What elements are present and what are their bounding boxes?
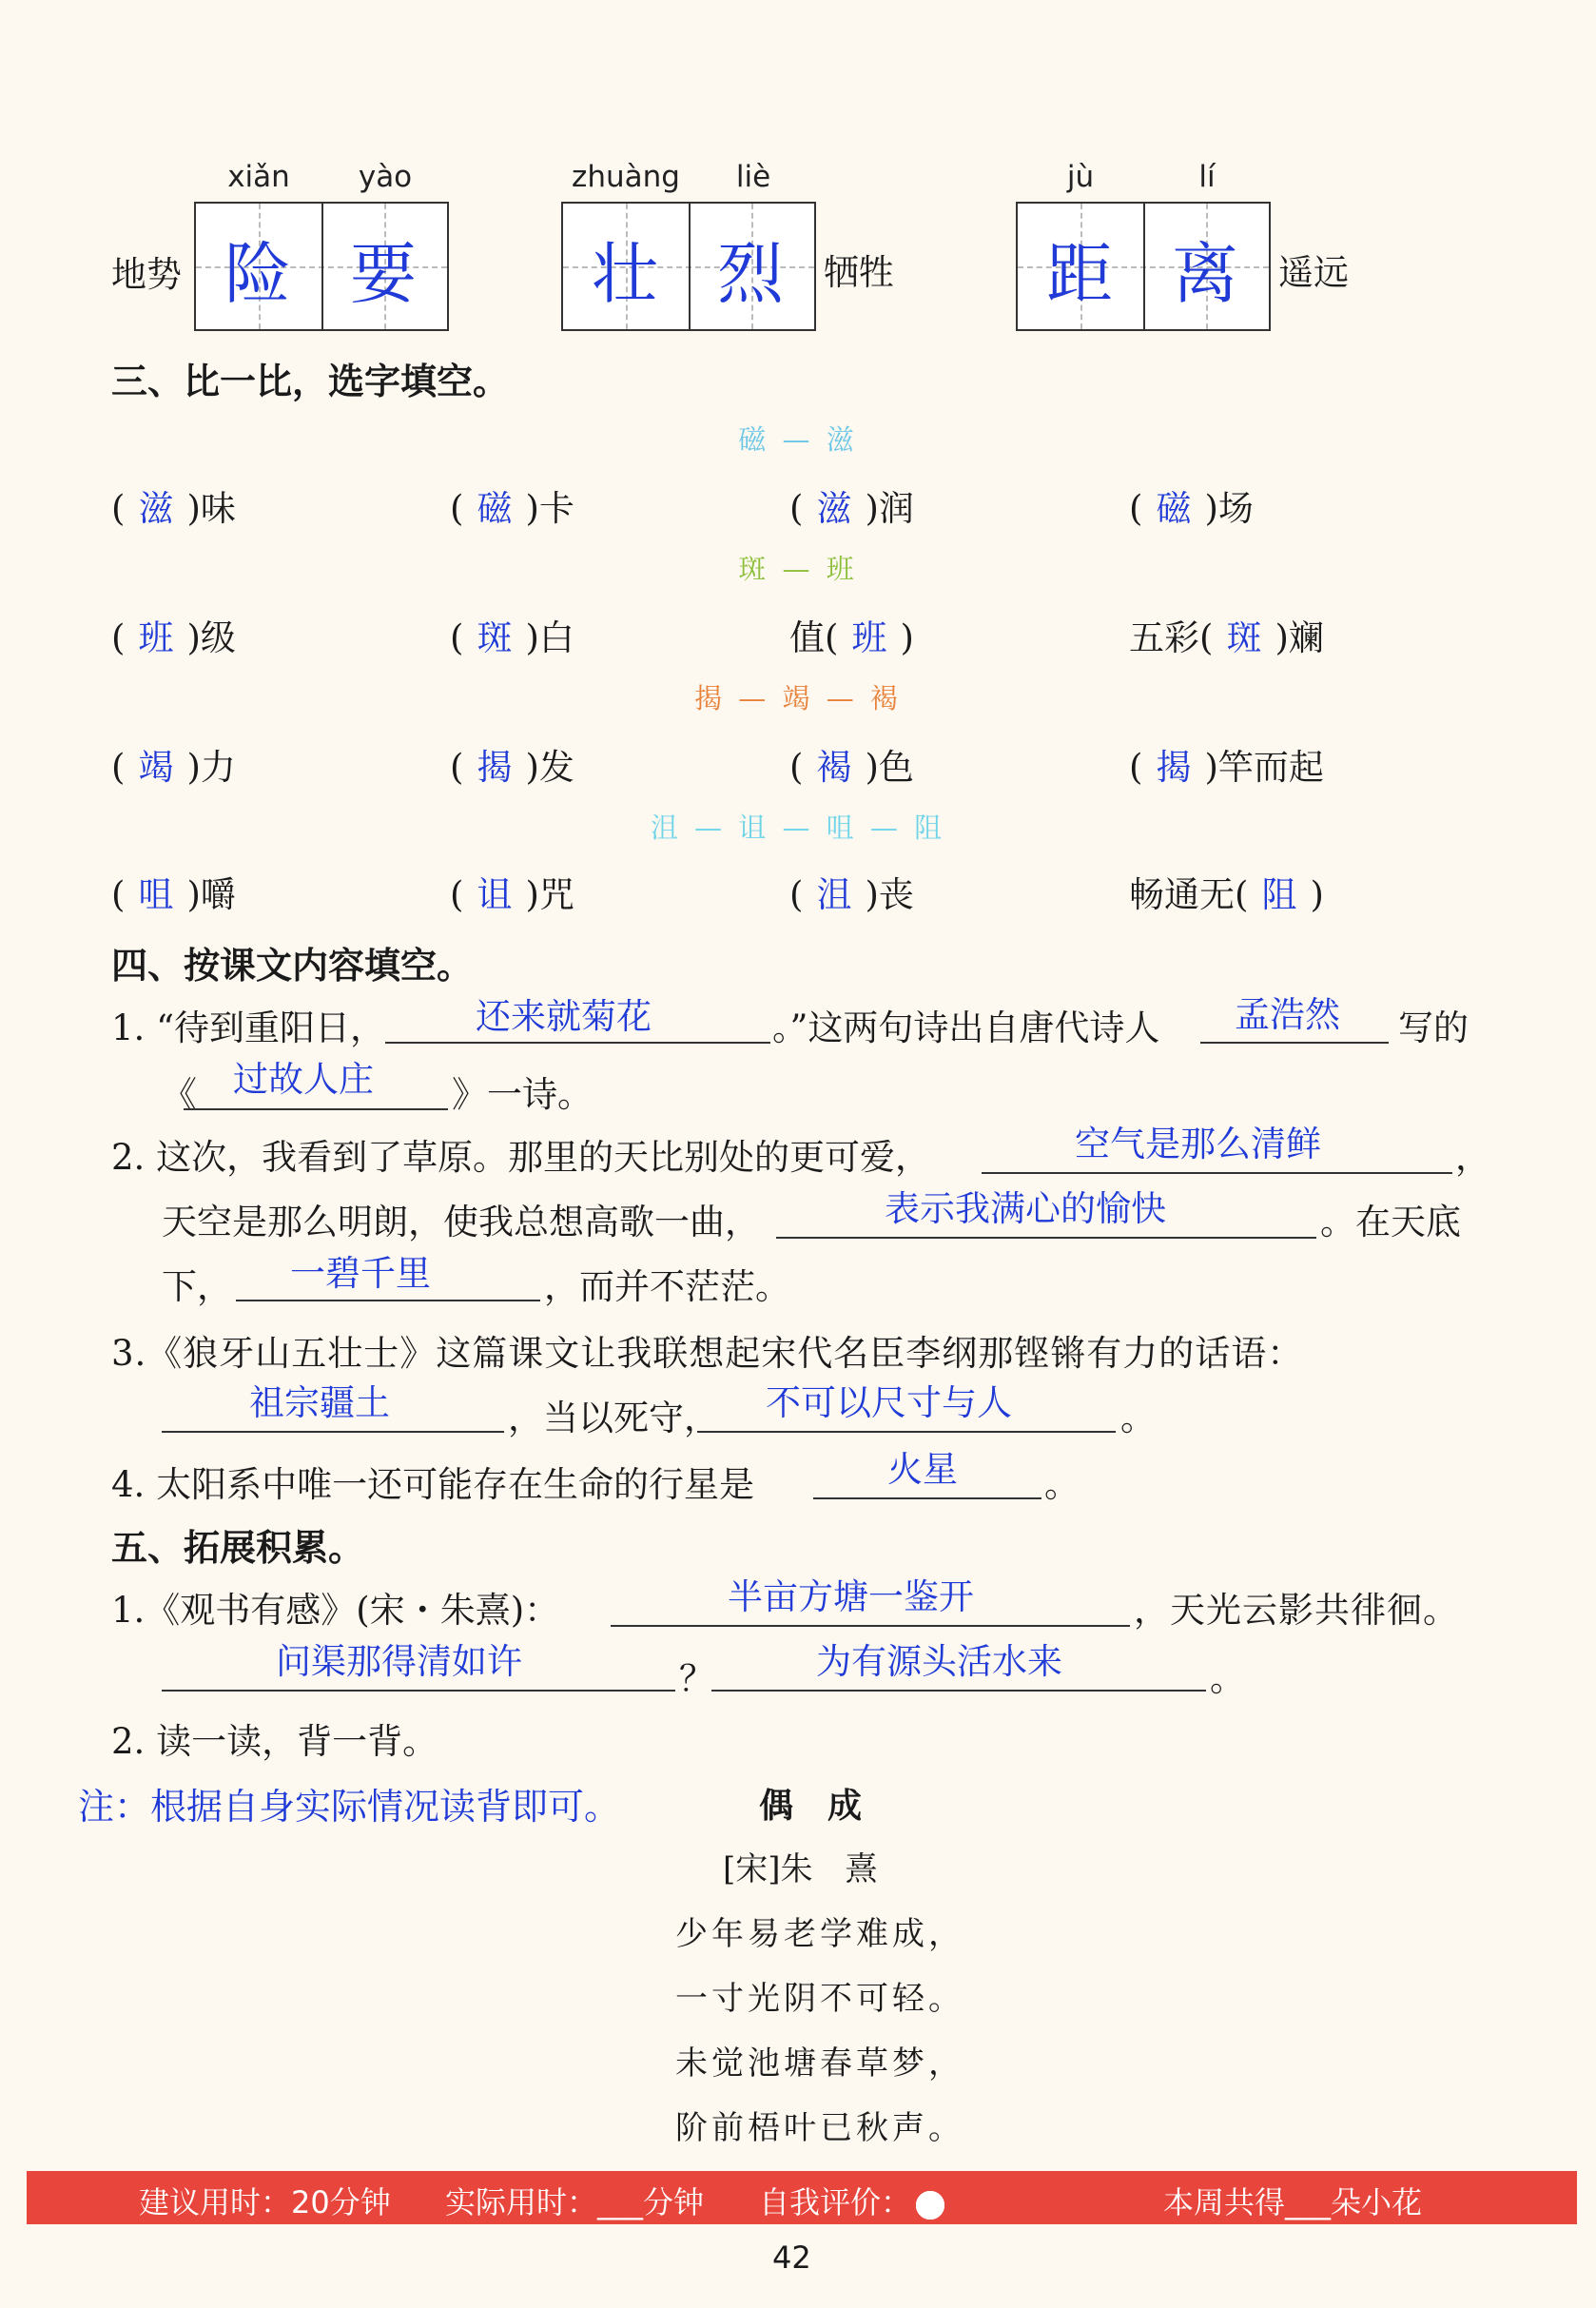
question-text: ，而并不茫茫。 [544,1266,790,1307]
fill-item [450,609,574,660]
answer-text: 为有源头活水来 [816,1641,1062,1682]
question-text: 。在天底 [1320,1202,1461,1242]
answer-char: 咀 [138,874,174,915]
answer-blank [236,1300,540,1301]
fill-suffix: )卡 [525,488,574,529]
fill-suffix: )润 [865,488,914,529]
fill-suffix: ) [900,617,914,658]
pinyin: xiǎn [227,160,290,194]
page-number: 42 [772,2240,811,2276]
self-eval-label: 自我评价： [759,2184,912,2220]
fill-prefix: ( [450,617,464,658]
suggested-time: 建议用时：20分钟 [139,2184,391,2220]
char-group-label: 斑 — 班 [738,553,858,585]
fill-suffix: )级 [186,617,236,658]
char-box [194,202,449,331]
answer-char: 壮 [592,235,658,313]
poem-line: 少年易老学难成， [675,1915,964,1953]
answer-blank [611,1625,1130,1627]
question-text: 2. 这次，我看到了草原。那里的天比别处的更可爱， [111,1137,931,1178]
section-title: 三、比一比，选字填空。 [111,361,510,402]
fill-item [450,738,574,790]
section-title: 四、按课文内容填空。 [111,945,474,987]
fill-prefix: ( [111,488,126,529]
fill-item [450,479,574,531]
question-text: 4. 太阳系中唯一还可能存在生命的行星是 [111,1464,755,1505]
fill-prefix: 五彩( [1129,617,1214,658]
question-text: 。 [1120,1398,1156,1438]
question-text: 《 [162,1074,197,1115]
answer-char: 烈 [717,235,784,313]
answer-blank [1200,1042,1389,1044]
char-box [1016,202,1271,331]
fill-suffix: )场 [1204,488,1254,529]
fill-prefix: ( [450,747,464,788]
word-prefix: 地势 [111,254,182,295]
answer-char: 沮 [816,874,852,915]
answer-text: 表示我满心的愉快 [885,1188,1166,1229]
answer-text: 一碧千里 [290,1253,431,1294]
answer-blank [162,1431,504,1433]
fill-suffix: )斓 [1275,617,1324,658]
char-box [561,202,816,331]
fill-prefix: ( [1129,747,1143,788]
answer-char: 斑 [1226,617,1262,658]
fill-item [450,866,574,917]
fill-item [111,866,236,917]
answer-char: 磁 [477,488,513,529]
answer-text: 问渠那得清如许 [276,1641,522,1682]
note-text: 注：根据自身实际情况读背即可。 [78,1786,621,1828]
fill-prefix: ( [789,747,804,788]
question-text: ？ [679,1658,714,1699]
pinyin: lí [1198,160,1216,194]
answer-char: 阻 [1261,874,1297,915]
question-text: 下， [162,1266,232,1307]
fill-item [1129,738,1324,790]
fill-prefix: 畅通无( [1129,874,1249,915]
fill-prefix: ( [789,488,804,529]
question-text: 天空是那么明朗，使我总想高歌一曲， [162,1202,760,1242]
fill-prefix: ( [111,874,126,915]
answer-char: 距 [1046,235,1113,313]
word-suffix: 遥远 [1278,252,1349,293]
poem-line: 一寸光阴不可轻。 [675,1980,964,2018]
fill-item [111,609,236,660]
answer-char: 班 [138,617,174,658]
fill-item [1129,866,1324,917]
answer-text: 孟浩然 [1235,994,1340,1035]
question-text: 3.《狼牙山五壮士》这篇课文让我联想起宋代名臣李纲那铿锵有力的话语： [111,1333,1304,1374]
pinyin: liè [735,160,771,194]
answer-char: 褐 [816,747,852,788]
fill-suffix: )色 [865,747,914,788]
answer-text: 半亩方塘一鉴开 [728,1576,974,1617]
fill-suffix: )丧 [865,874,914,915]
question-text: ， [1455,1137,1490,1178]
fill-suffix: )竿而起 [1204,747,1324,788]
word-suffix: 牺牲 [824,252,894,293]
answer-blank [982,1172,1452,1174]
fill-item [789,479,914,531]
fill-suffix: )白 [525,617,574,658]
answer-char: 离 [1172,235,1238,313]
question-text: 1. “待到重阳日， [111,1007,385,1048]
answer-blank [776,1237,1316,1239]
answer-text: 还来就菊花 [476,996,652,1037]
fill-prefix: ( [111,747,126,788]
answer-char: 要 [350,235,417,313]
fill-item [789,866,914,917]
question-text: 写的 [1398,1007,1469,1048]
answer-text: 过故人庄 [233,1059,374,1100]
question-text: 2. 读一读，背一背。 [111,1721,438,1762]
section-title: 五、拓展积累。 [111,1527,365,1569]
fill-item [789,609,914,660]
answer-blank [711,1690,1206,1692]
fill-suffix: )味 [186,488,236,529]
fill-suffix: )发 [525,747,574,788]
poem-line: 未觉池塘春草梦， [675,2044,964,2083]
answer-char: 揭 [1156,747,1192,788]
answer-char: 滋 [816,488,852,529]
char-group-label: 揭 — 竭 — 褐 [694,682,902,714]
fill-item [111,738,236,790]
question-text: ，天光云影共徘徊。 [1134,1590,1459,1631]
fill-prefix: ( [1129,488,1143,529]
fill-prefix: ( [111,617,126,658]
fill-suffix: )力 [186,747,236,788]
answer-char: 揭 [477,747,513,788]
char-group-label: 沮 — 诅 — 咀 — 阻 [650,812,946,844]
answer-blank [697,1431,1116,1433]
footer-bar [27,2171,1577,2224]
answer-char: 滋 [138,488,174,529]
pinyin: yào [358,160,413,194]
answer-text: 祖宗疆土 [249,1382,390,1423]
question-text: ，当以死守， [508,1398,719,1438]
answer-char: 诅 [477,874,513,915]
answer-char: 斑 [477,617,513,658]
poem-author: [宋]朱 熹 [723,1850,878,1888]
answer-text: 火星 [887,1449,958,1490]
fill-prefix: ( [789,874,804,915]
answer-blank [184,1108,448,1110]
fill-item [1129,479,1254,531]
fill-item [111,479,236,531]
flower-icon[interactable] [916,2191,944,2220]
pinyin: zhuàng [572,160,680,194]
question-text: 1.《观书有感》(宋・朱熹)： [111,1590,560,1631]
poem-line: 阶前梧叶已秋声。 [675,2109,964,2147]
answer-blank [162,1690,675,1692]
answer-char: 竭 [138,747,174,788]
actual-time: 实际用时：___分钟 [445,2184,705,2220]
answer-blank [385,1042,770,1044]
question-text: 。 [1210,1658,1245,1699]
fill-item [1129,609,1324,660]
poem-title: 偶 成 [759,1787,863,1826]
fill-item [789,738,914,790]
fill-suffix: ) [1310,874,1324,915]
answer-text: 不可以尺寸与人 [766,1382,1012,1423]
fill-prefix: ( [450,488,464,529]
fill-suffix: )嚼 [186,874,236,915]
question-text: 》一诗。 [452,1074,593,1115]
answer-text: 空气是那么清鲜 [1075,1124,1321,1164]
answer-char: 险 [224,235,291,313]
char-group-label: 磁 — 滋 [738,423,858,456]
question-text: 。”这两句诗出自唐代诗人 [772,1007,1160,1048]
weekly-flowers: 本周共得___朵小花 [1163,2184,1423,2220]
fill-prefix: ( [450,874,464,915]
answer-blank [813,1497,1041,1499]
fill-prefix: 值( [789,617,839,658]
answer-char: 班 [851,617,887,658]
pinyin: jù [1066,160,1095,194]
answer-char: 磁 [1156,488,1192,529]
fill-suffix: )咒 [525,874,574,915]
question-text: 。 [1044,1464,1080,1505]
